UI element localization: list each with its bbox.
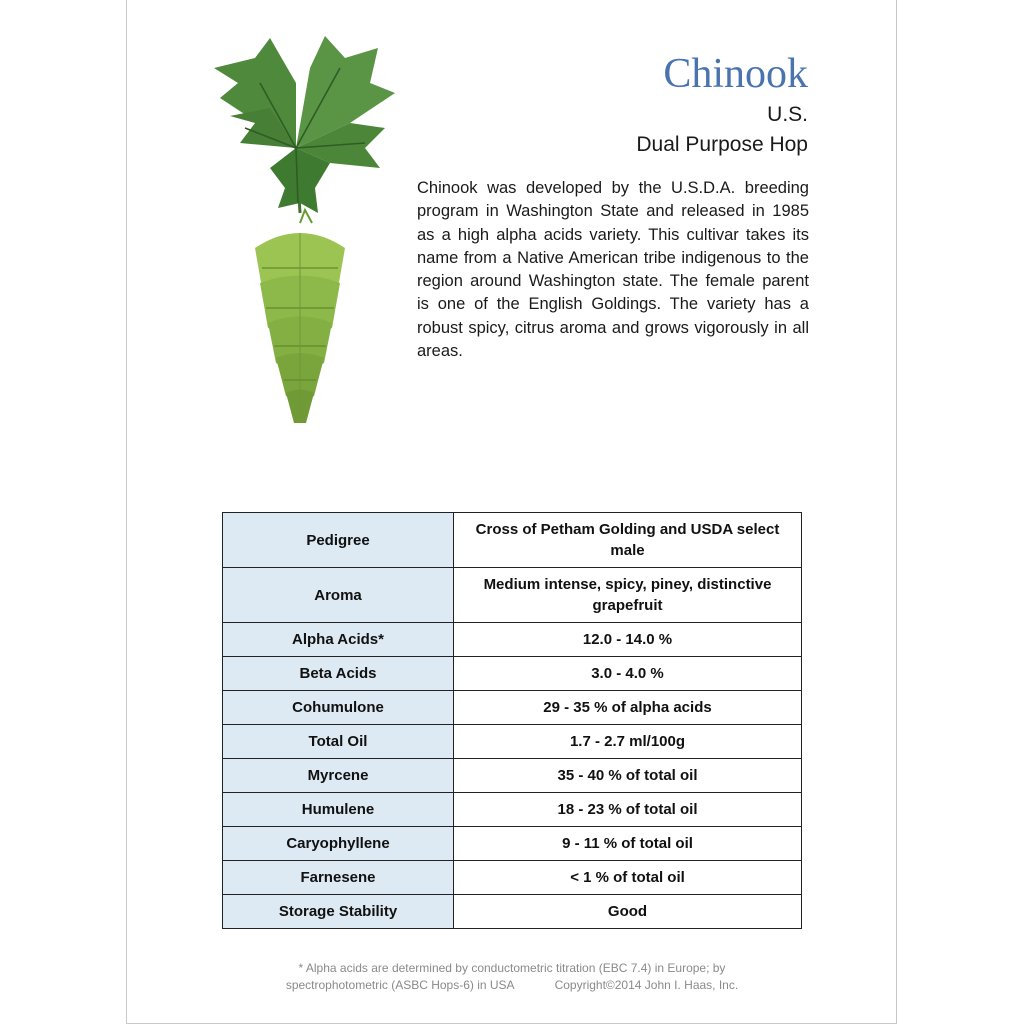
table-row — [223, 861, 802, 895]
spec-value: 18 - 23 % of total oil — [454, 793, 802, 827]
table-row — [223, 513, 802, 568]
hop-illustration — [200, 28, 410, 428]
spec-value: < 1 % of total oil — [454, 861, 802, 895]
spec-label: Aroma — [223, 568, 454, 623]
hop-country: U.S. — [767, 103, 808, 126]
hop-cone-icon — [255, 210, 345, 423]
table-row — [223, 657, 802, 691]
table-row — [223, 895, 802, 929]
table-row — [223, 793, 802, 827]
hop-description: Chinook was developed by the U.S.D.A. breeding program in Washington State and released in 1985 as a high alpha acids variety. This cultivar takes its name from a Native American tribe indigenous to the region around Washington state. The female parent is one of the English Goldings. The variety has a robust spicy, citrus aroma and grows vigorously in all areas. — [417, 179, 809, 361]
table-row — [223, 725, 802, 759]
spec-label: Pedigree — [223, 513, 454, 568]
spec-value: 3.0 - 4.0 % — [454, 657, 802, 691]
footnote — [222, 960, 802, 994]
table-row — [223, 759, 802, 793]
spec-label: Cohumulone — [223, 691, 454, 725]
spec-table — [222, 512, 802, 929]
hop-title: Chinook — [663, 51, 808, 97]
spec-value: Good — [454, 895, 802, 929]
table-row — [223, 691, 802, 725]
spec-label: Humulene — [223, 793, 454, 827]
spec-label: Total Oil — [223, 725, 454, 759]
spec-value: Cross of Petham Golding and USDA select male — [454, 513, 802, 568]
spec-value: 1.7 - 2.7 ml/100g — [454, 725, 802, 759]
spec-label: Farnesene — [223, 861, 454, 895]
spec-value: 29 - 35 % of alpha acids — [454, 691, 802, 725]
table-row — [223, 568, 802, 623]
spec-label: Caryophyllene — [223, 827, 454, 861]
spec-label: Beta Acids — [223, 657, 454, 691]
spec-value: 12.0 - 14.0 % — [454, 623, 802, 657]
spec-value: 35 - 40 % of total oil — [454, 759, 802, 793]
hop-leaf-icon — [214, 36, 395, 213]
footnote-line-2 — [222, 977, 802, 994]
table-row — [223, 827, 802, 861]
spec-label: Myrcene — [223, 759, 454, 793]
spec-label: Storage Stability — [223, 895, 454, 929]
spec-value: 9 - 11 % of total oil — [454, 827, 802, 861]
spec-value: Medium intense, spicy, piney, distinctive grapefruit — [454, 568, 802, 623]
hop-purpose: Dual Purpose Hop — [636, 133, 808, 156]
spec-label: Alpha Acids* — [223, 623, 454, 657]
footnote-line-1: * Alpha acids are determined by conductometric titration (EBC 7.4) in Europe; by — [298, 961, 726, 975]
table-row — [223, 623, 802, 657]
copyright: Copyright©2014 John I. Haas, Inc. — [554, 978, 739, 992]
footnote-method: spectrophotometric (ASBC Hops-6) in USA — [285, 978, 515, 992]
